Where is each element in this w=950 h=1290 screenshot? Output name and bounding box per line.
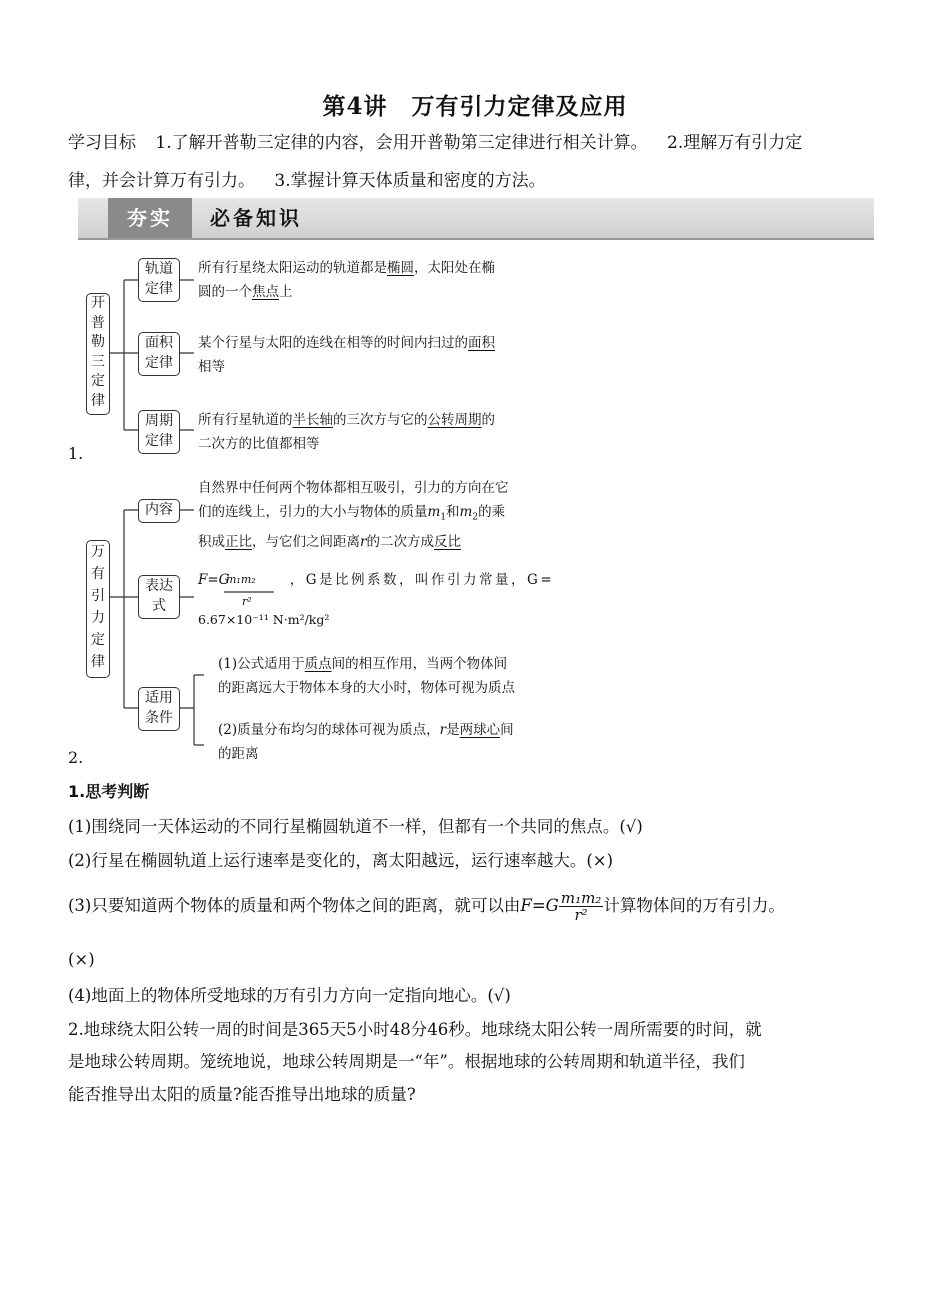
content-r: r [360,533,367,550]
period-key-period: 公转周期 [427,412,482,428]
goal-2b: 律，并会计算万有引力。 [68,171,255,191]
cond2-b: 是 [446,722,460,738]
judge-q3 [68,890,898,923]
banner-heading: 必备知识 [210,206,302,230]
q3-text-b: 计算物体间的万有引力。 [603,896,785,915]
period-text-c: 的 [481,412,495,428]
period-text-d: 二次方的比值都相等 [198,436,320,452]
q3-formula-f: F=G [520,896,559,915]
content-key-proportional: 正比 [225,533,252,550]
condition-2 [218,718,578,766]
expression-text [198,570,568,608]
kepler-root-label: 开 普 勒 三 定 律 [91,295,105,409]
judge-q4: (4)地面上的物体所受地球的万有引力方向一定指向地心。(√) [68,986,511,1005]
goal-3: 3.掌握计算天体质量和密度的方法。 [274,171,546,191]
cond2-key-centers: 两球心 [459,722,501,738]
cond1-key-particle: 质点 [304,656,332,672]
diagram1-number: 1. [68,444,84,463]
content-line3a: 积成 [198,533,225,550]
period-law-box: 周期 定律 [138,410,180,454]
content-text: 自然界中任何两个物体都相互吸引，引力的方向在它 们的连线上，引力的大小与物体的质量$m_1$和$m_2$的乘 积成正比，与它们之间距离r的二次方成反比 [198,480,509,550]
period-text-b: 的三次方与它的 [333,412,428,428]
goal-2a: 2.理解万有引力定 [667,133,803,153]
orbit-key-focus: 焦点 [252,284,279,300]
judge-q2: (2)行星在椭圆轨道上运行速率是变化的，离太阳越远，运行速率越大。(×) [68,851,614,870]
orbit-key-ellipse: 椭圆 [387,260,414,276]
content-and: 和 [446,504,460,520]
expression-numerator: m₁m₂ [226,573,256,586]
judge-q1: (1)围绕同一天体运动的不同行星椭圆轨道不一样，但都有一个共同的焦点。(√) [68,817,643,836]
period-law-text [198,408,568,456]
content-line2b: 的乘 [478,504,506,520]
q3-fraction [559,890,603,923]
judge-heading: 1.思考判断 [68,782,150,801]
goals-label: 学习目标 [68,133,136,153]
period-key-semimajor: 半长轴 [292,412,333,428]
orbit-text-d: 上 [279,284,293,300]
content-key-inverse: 反比 [433,533,461,550]
content-line3b: ，与它们之间距离 [252,533,360,550]
content-box: 内容 [138,499,180,523]
cond2-r: r [439,722,447,738]
area-law-box: 面积 定律 [138,332,180,376]
diagram2-number: 2. [68,748,84,767]
expression-rest: ，G是比例系数，叫作引力常量，G= [289,572,555,588]
orbit-text-c: 圆的一个 [198,284,252,300]
gravitation-law-root [86,540,110,678]
content-line1: 自然界中任何两个物体都相互吸引，引力的方向在它 [198,480,509,496]
mass-m2: m [459,504,473,520]
expression-denominator: r² [242,595,252,608]
gravitational-constant: 6.67×10⁻¹¹ N·m²/kg² [198,612,330,627]
orbit-text-a: 所有行星绕太阳运动的轨道都是 [198,260,387,276]
area-text-a: 某个行星与太阳的连线在相等的时间内扫过的 [198,335,468,351]
goal-1: 1.了解开普勒三定律的内容，会用开普勒第三定律进行相关计算。 [155,133,648,153]
conditions-box: 适用 条件 [138,687,180,731]
orbit-law-text [198,256,568,304]
page-title: 第4讲 万有引力定律及应用 [322,93,628,120]
period-text-a: 所有行星轨道的 [198,412,293,428]
banner-tag: 夯实 [108,198,192,238]
content-line2a: 们的连线上，引力的大小与物体的质量 [198,504,428,520]
orbit-law-box: 轨道 定律 [138,258,180,302]
q3-text-a: (3)只要知道两个物体的质量和两个物体之间的距离，就可以由 [68,896,521,915]
question2-line3: 能否推导出太阳的质量?能否推导出地球的质量? [68,1085,416,1104]
judge-q3-answer: (×) [68,950,95,969]
area-text-b: 相等 [198,359,225,375]
cond1-a: (1)公式适用于 [218,656,305,672]
question2-line2: 是地球公转周期。笼统地说，地球公转周期是一“年”。根据地球的公转周期和轨道半径，我们 [68,1052,745,1071]
q3-numerator: m₁m₂ [560,889,602,907]
expression-f: F=G [198,572,230,588]
gravitation-root-label: 万 有 引 力 定 律 [91,544,105,670]
q3-denominator: r² [574,906,588,924]
cond2-c: 间 [500,722,514,738]
kepler-laws-root [86,293,110,415]
expression-box: 表达 式 [138,575,180,619]
condition-1 [218,652,578,700]
area-law-text [198,331,568,379]
cond2-a: (2)质量分布均匀的球体可视为质点， [218,722,440,738]
content-line3c: 的二次方成 [366,533,434,550]
mass-m1: m [427,504,441,520]
cond1-c: 的距离远大于物体本身的大小时，物体可视为质点 [218,680,515,696]
orbit-text-b: ，太阳处在椭 [414,260,495,276]
question2-line1: 2.地球绕太阳公转一周的时间是365天5小时48分46秒。地球绕太阳公转一周所需要的时间，就 [68,1020,762,1039]
cond1-b: 间的相互作用，当两个物体间 [331,656,508,672]
cond2-d: 的距离 [218,746,259,762]
area-key-area: 面积 [468,335,495,351]
